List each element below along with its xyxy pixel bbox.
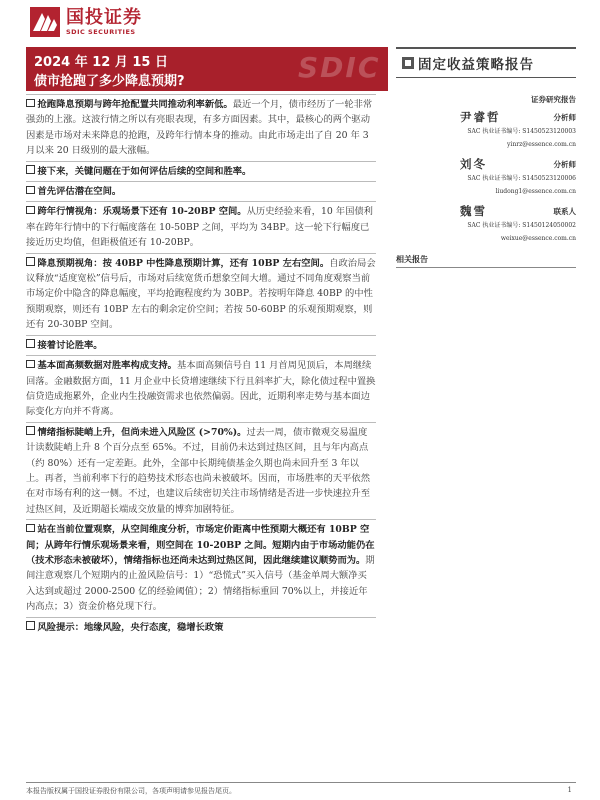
checkbox-square-icon — [26, 99, 35, 108]
summary-paragraph — [26, 355, 376, 420]
related-reports-header: 相关报告 — [396, 254, 576, 268]
paragraph-lead: 情绪指标陡峭上升，但尚未进入风险区 (>70%)。 — [37, 426, 247, 438]
summary-paragraph — [26, 201, 376, 250]
checkbox-square-icon — [26, 621, 35, 630]
analyst-email[interactable]: liudong1@essence.com.cn — [495, 188, 576, 195]
paragraph-lead: 降息预期视角：按 40BP 中性降息预期计算，还有 10BP 左右空间。 — [37, 257, 330, 269]
paragraph-lead: 站在当前位置观察，从空间维度分析，市场定价距离中性预期大概还有 10BP 空间；从跨年行情乐观场景来看，则空间在 10-20BP 之间。短期内由于市场动能仍在（技术形态未被破坏），情绪指标也还尚未达到过热区间，因此继续建议顺势而为。 — [26, 524, 375, 566]
analyst-card — [396, 203, 576, 242]
page-footer — [26, 782, 576, 796]
page-number: 1 — [567, 786, 572, 794]
analyst-name: 刘冬 — [460, 157, 487, 171]
report-type-icon — [402, 57, 414, 69]
paragraph-lead: 基本面高频数据对胜率构成支持。 — [37, 360, 177, 372]
analyst-role: 分析师 — [553, 112, 576, 122]
report-type-header — [396, 47, 576, 78]
analyst-email[interactable]: weixue@essence.com.cn — [500, 235, 576, 242]
checkbox-square-icon — [26, 206, 35, 215]
checkbox-square-icon — [26, 257, 35, 266]
brand-logo — [30, 5, 142, 39]
paragraph-text: 最近一个月，债市经历了一轮非常强劲的上涨。这波行情之所以有亮眼表现，有多方面因素。其中，最核心的两个驱动因素是市场对未来降息的抢跑，及跨年行情本身的推动。由此市场走出了自 20 年 3 月以来 20 日级别的最大涨幅。 — [26, 99, 373, 157]
brand-name-en: SDIC SECURITIES — [66, 27, 136, 36]
summary-paragraph — [26, 253, 376, 333]
title-banner — [26, 47, 388, 91]
report-body — [26, 92, 376, 635]
sidebar — [396, 47, 576, 268]
analyst-card — [396, 109, 576, 148]
analyst-role: 联系人 — [553, 206, 576, 216]
banner-watermark: SDIC — [298, 51, 381, 84]
paragraph-text: 从历史经验来看，10 年国债利率在跨年行情中的下行幅度落在 10-50BP 之间，平均为 34BP。这一轮下行幅度已接近历史均值，但距极值还有 10-20BP。 — [26, 206, 373, 249]
paragraph-lead: 跨年行情视角：乐观场景下还有 10-20BP 空间。 — [37, 206, 247, 218]
summary-paragraph — [26, 422, 376, 517]
analyst-card — [396, 156, 576, 195]
paragraph-lead: 风险提示：地缘风险，央行态度，稳增长政策 — [37, 621, 224, 633]
paragraph-text: 基本面高频信号自 11 月首周见顶后，本周继续回落。金融数据方面，11 月企业中长贷增速继续下行且斜率扩大，除化债过程中置换信贷造成拖累外，企业内生投融资需求也依然偏弱。因此，近期利率走势与基本面边际变化方向并不背离。 — [26, 360, 376, 418]
paragraph-lead: 接着讨论胜率。 — [37, 339, 103, 351]
analyst-name: 尹睿哲 — [460, 110, 501, 124]
report-type: 固定收益策略报告 — [418, 57, 534, 73]
checkbox-square-icon — [26, 360, 35, 369]
paragraph-text: 自政治局会议释放“适度宽松”信号后，市场对后续宽货币想象空间大增。通过不同角度观察当前市场定价中隐含的降息幅度，平均抢跑程度约为 30BP。若按明年降息 40BP 的中性预期观察，则还有 10BP 左右的剩余定价空间；若按 50-60BP 的乐观预期观察，则还有 20-30BP 空间。 — [26, 257, 376, 331]
checkbox-square-icon — [26, 339, 35, 348]
checkbox-square-icon — [26, 524, 35, 533]
report-date: 2024 年 12 月 15 日 — [34, 55, 168, 70]
summary-paragraph — [26, 519, 376, 614]
checkbox-square-icon — [26, 165, 35, 174]
paragraph-lead: 抢跑降息预期与跨年抢配置共同推动利率新低。 — [37, 99, 233, 110]
summary-paragraph — [26, 335, 376, 353]
paragraph-text: 期间注意观察几个短期内的止盈风险信号：1）“恐慌式”买入信号（基金单周大额净买入达到或超过 2000-2500 亿的经验阈值）；2）情绪指标重回 70%以上，并接近年内高点；3）资金价格兑现下行。 — [26, 554, 375, 613]
section-label: 证券研究报告 — [531, 95, 576, 104]
checkbox-square-icon — [26, 186, 35, 195]
summary-paragraph — [26, 161, 376, 179]
summary-paragraph — [26, 617, 376, 635]
analyst-name: 魏雪 — [460, 204, 487, 218]
footer-disclaimer: 本报告版权属于国投证券股份有限公司，各项声明请参见报告尾页。 — [26, 787, 236, 795]
sdic-logo-icon — [30, 7, 60, 37]
brand-name-cn: 国投证券 — [66, 6, 142, 28]
analyst-role: 分析师 — [553, 159, 576, 169]
paragraph-text: 过去一周，债市微观交易温度计读数陡峭上升 8 个百分点至 65%。不过，目前仍未达到过热区间，且与年内高点（约 80%）还有一定差距。此外，全部中长期纯债基金久期也尚未回升至 3 年以上。再者，当前利率下行的趋势技术形态也尚未被破坏。因而，市场胜率的天平依然在对市场有利的这一侧。不过，也建议后续密切关注市场情绪是否进一步快速拉升至过热区间，及近期超长端成交放量的博弈加剧特征。 — [26, 426, 370, 515]
report-title: 债市抢跑了多少降息预期? — [34, 74, 185, 89]
analyst-email[interactable]: yinrz@essence.com.cn — [507, 141, 576, 148]
analyst-cert: SAC 执业证书编号: S1450124050002 — [467, 222, 576, 229]
checkbox-square-icon — [26, 426, 35, 435]
analyst-cert: SAC 执业证书编号: S1450523120006 — [467, 175, 576, 182]
paragraph-lead: 首先评估潜在空间。 — [37, 186, 122, 198]
summary-paragraph — [26, 181, 376, 199]
analyst-cert: SAC 执业证书编号: S1450523120003 — [467, 128, 576, 135]
paragraph-lead: 接下来，关键问题在于如何评估后续的空间和胜率。 — [37, 165, 252, 177]
summary-paragraph — [26, 94, 376, 159]
